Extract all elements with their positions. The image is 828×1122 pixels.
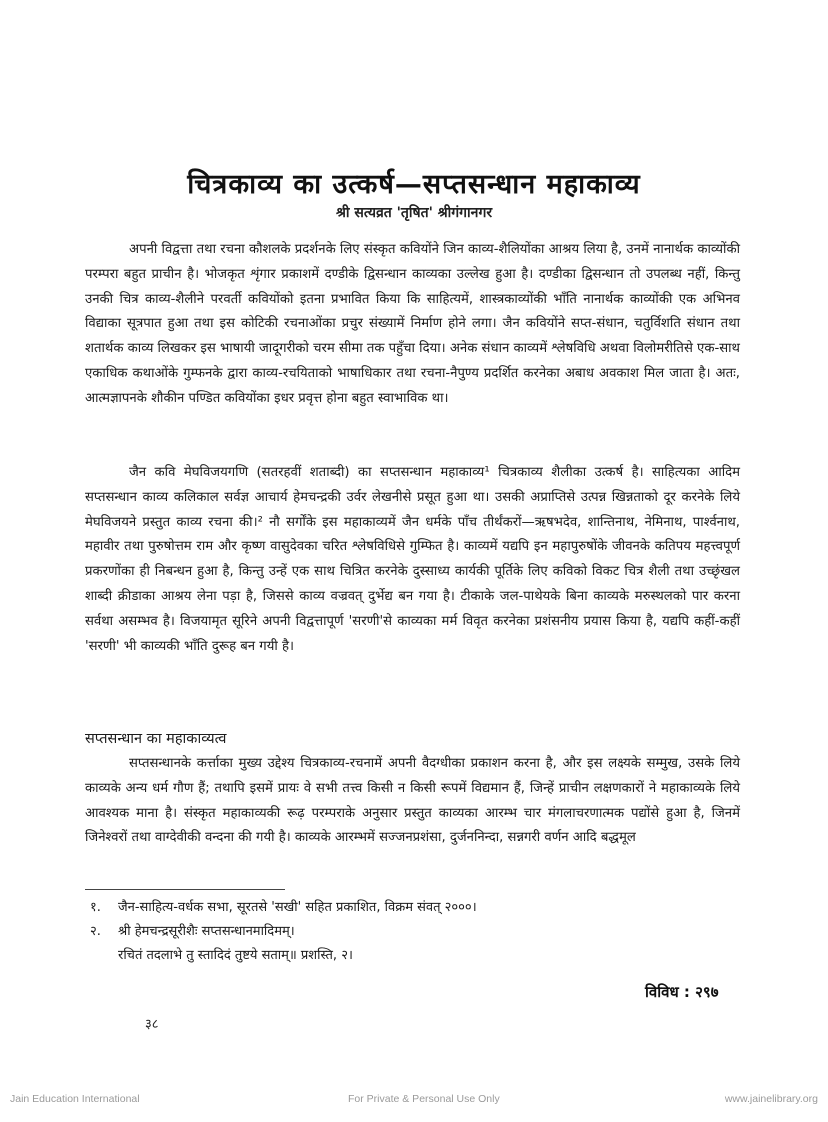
footnote-number: २. [90, 924, 101, 939]
footer-website-link[interactable]: www.jainelibrary.org [724, 1093, 818, 1105]
paragraph-text: अपनी विद्वत्ता तथा रचना कौशलके प्रदर्शनके लिए संस्कृत कवियोंने जिन काव्य-शैलियोंका आश्रय लिया है, उनमें नानार्थक काव्योंकी परम्परा बहुत प्राचीन है। भोजकृत शृंगार प्रकाशमें दण्डीके द्विसन्धान काव्यका उल्लेख हुआ है। दण्डीका द्विसन्धान तो उपलब्ध नहीं, किन्तु उनकी चित्र काव्य-शैलीने परवर्ती कवियोंको इतना प्रभावित किया कि साहित्यमें, शास्त्रकाव्योंकी भाँति नानार्थक काव्योंकी एक अभिनव विद्याका सूत्रपात हुआ तथा इस कोटिकी रचनाओंका प्रचुर संख्यामें निर्माण होने लगा। जैन कवियोंने सप्त-संधान, चतुर्विशति संधान तथा शतार्थक काव्य लिखकर इस भाषायी जादूगरीको चरम सीमा तक पहुँचा दिया। अनेक संधान काव्यमें श्लेषविधि अथवा विलोमरीतिसे एक-साथ एकाधिक कथाओंके गुम्फनके द्वारा काव्य-रचयिताको भाषाधिकार तथा रचना-नैपुण्य प्रदर्शित करनेका अबाध अवकाश मिल जाता है। अतः, आत्मज्ञापनके शौकीन पण्डित कवियोंका इधर प्रवृत्त होना बहुत स्वाभाविक था। [85, 242, 740, 406]
footnote-text: जैन-साहित्य-वर्धक सभा, सूरतसे 'सखी' सहित प्रकाशित, विक्रम संवत् २०००। [118, 900, 477, 915]
footer-usage-note: For Private & Personal Use Only [348, 1093, 500, 1105]
footnotes [90, 896, 710, 968]
section-heading: सप्तसन्धान का महाकाव्यत्व [85, 731, 227, 747]
footnote-item [90, 920, 710, 944]
paragraph-text: जैन कवि मेघविजयगणि (सतरहवीं शताब्दी) का सप्तसन्धान महाकाव्य¹ चित्रकाव्य शैलीका उत्कर्ष है। साहित्यका आदिम सप्तसन्धान काव्य कलिकाल सर्वज्ञ आचार्य हेमचन्द्रकी उर्वर लेखनीसे प्रसूत हुआ था। उसकी अप्राप्तिसे उत्पन्न खिन्नताको दूर करनेके लिये मेघविजयने प्रस्तुत काव्य रचना की।² नौ सर्गोंके इस महाकाव्यमें जैन धर्मके पाँच तीर्थंकरों—ऋषभदेव, शान्तिनाथ, नेमिनाथ, पार्श्वनाथ, महावीर तथा पुरुषोत्तम राम और कृष्ण वासुदेवका चरित श्लेषविधिसे गुम्फित है। काव्यमें यद्यपि इन महापुरुषोंके जीवनके कतिपय महत्त्वपूर्ण प्रकरणोंका ही निबन्धन हुआ है, किन्तु उन्हें एक साथ चित्रित करनेके दुस्साध्य कार्यकी पूर्तिके लिए कविको विकट चित्र शैली तथा उच्छृंखल शाब्दी क्रीडाका आश्रय लेना पड़ा है, जिससे काव्य वज्रवत् दुर्भेद्य बन गया है। टीकाके जल-पाथेयके बिना काव्यके मरुस्थलको पार करना सर्वथा असम्भव है। विजयामृत सूरिने अपनी विद्वत्तापूर्ण 'सरणी'से काव्यका मर्म विवृत करनेका प्रशंसनीय प्रयास किया है, यद्यपि कहीं-कहीं 'सरणी' भी काव्यकी भाँति दुरूह बन गयी है। [85, 465, 740, 654]
paragraph-2 [85, 461, 740, 659]
article-title: चित्रकाव्य का उत्कर्ष—सप्तसन्धान महाकाव्य [187, 169, 641, 200]
page-footer [0, 1090, 828, 1110]
section-page-label: विविध : २९७ [645, 983, 719, 1001]
footer-publisher: Jain Education International [10, 1093, 140, 1105]
paragraph-1 [85, 238, 740, 412]
footnote-item [90, 896, 710, 920]
footnote-divider [85, 889, 285, 890]
section-paragraph-1 [85, 752, 740, 851]
article-author: श्री सत्यव्रत 'तृषित' श्रीगंगानगर [335, 205, 493, 221]
footnote-text: श्री हेमचन्द्रसूरीशैः सप्तसन्धानमादिमम्। [118, 924, 295, 939]
footnote-number: १. [90, 900, 101, 915]
footnote-continuation: रचितं तदलाभे तु स्तादिदं तुष्टये सताम्॥ प्रशस्ति, २। [118, 948, 353, 963]
paragraph-text: सप्तसन्धानके कर्त्ताका मुख्य उद्देश्य चित्रकाव्य-रचनामें अपनी वैदग्धीका प्रकाशन करना है, और इस लक्ष्यके सम्मुख, उसके लिये काव्यके अन्य धर्म गौण हैं; तथापि इसमें प्रायः वे सभी तत्त्व किसी न किसी रूपमें विद्यमान हैं, जिन्हें प्राचीन लक्षणकारों ने महाकाव्यके लिये आवश्यक माना है। संस्कृत महाकाव्यकी रूढ़ परम्पराके अनुसार प्रस्तुत काव्यका आरम्भ चार मंगलाचरणात्मक पद्योंसे हुआ है, जिनमें जिनेश्वरों तथा वाग्देवीकी वन्दना की गयी है। काव्यके आरम्भमें सज्जनप्रशंसा, दुर्जननिन्दा, सन्नगरी वर्णन आदि बद्धमूल [85, 756, 740, 846]
page-number: ३८ [145, 1017, 159, 1032]
